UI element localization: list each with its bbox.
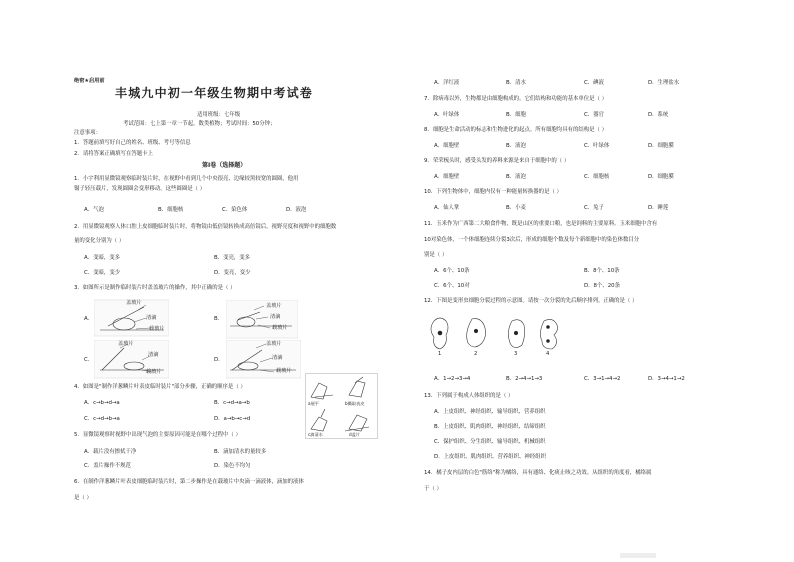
q3-d-water-label: 清滴 xyxy=(272,355,283,361)
q2-option-c[interactable]: C．变暗，变少 xyxy=(84,270,121,276)
q2-option-d[interactable]: D．变亮，变少 xyxy=(214,270,251,276)
page-title: 丰城九中初一年级生物期中考试卷 xyxy=(115,86,314,100)
q3-a-slide-label: 载玻片 xyxy=(149,326,165,332)
q3-figure-c xyxy=(94,340,169,380)
section-title: 第Ⅰ卷（选择题） xyxy=(202,162,247,169)
exam-scope: 考试范围：七上第一章一节起，数类植物；考试时间：50分钟； xyxy=(123,121,276,127)
q3-option-b[interactable]: B. xyxy=(214,316,220,322)
q3-option-a[interactable]: A. xyxy=(84,316,90,322)
q2-option-b[interactable]: B．变亮，变多 xyxy=(214,255,251,261)
q8-option-a[interactable]: A．细胞壁 xyxy=(434,143,460,149)
q12-option-b[interactable]: B．2→4→1→3 xyxy=(506,376,543,382)
q9-option-a[interactable]: A．细胞壁 xyxy=(434,174,460,180)
q4-caption-b: b撕取表皮 xyxy=(345,401,365,406)
q13-stem: 13．下列属于构成人体组织的是（ ） xyxy=(424,393,514,399)
q4-option-c[interactable]: C．c→d→b→a xyxy=(84,416,120,422)
q8-option-d[interactable]: D．细胞膜 xyxy=(648,143,674,149)
q3-a-water-label: 清滴 xyxy=(146,315,157,321)
q10-option-d[interactable]: D．睡莲 xyxy=(648,205,669,211)
q4-option-b[interactable]: B．c→d→a→b xyxy=(214,400,250,406)
q6-stem-line1: 6．在制作洋葱鳞片叶表皮细胞临时装片时，第二步操作是在载玻片中央滴一滴液体，滴加的液体 xyxy=(74,479,304,485)
q3-option-d[interactable]: D. xyxy=(214,357,220,363)
q13-option-b[interactable]: B．上皮组织、肌肉组织、神经组织、结缔组织 xyxy=(434,424,546,430)
q3-figure-a xyxy=(94,298,169,338)
q10-stem: 10．下列生物体中，细胞内仅有一种能量转换器的是（ ） xyxy=(424,189,562,195)
q11-stem-line3: 别是（ ） xyxy=(424,252,448,258)
q10-option-c[interactable]: C．兔子 xyxy=(584,205,604,211)
q11-option-b[interactable]: B．8个、10条 xyxy=(584,268,620,274)
q12-option-d[interactable]: D．3→4→1→2 xyxy=(648,376,685,382)
q7-option-c[interactable]: C．器官 xyxy=(584,112,604,118)
q4-caption-c: c滴清水 xyxy=(308,432,323,437)
q7-option-a[interactable]: A．叶绿体 xyxy=(434,112,460,118)
q2-option-a[interactable]: A．变暗，变多 xyxy=(84,255,121,261)
q7-stem: 7．除病毒以外，生物都是由细胞构成的，它们结构和功能的基本单位是（ ） xyxy=(424,96,608,102)
q8-stem: 8．细胞是生命活动的标志和生物进化的起点。所有细胞均具有的结构是（ ） xyxy=(424,127,608,133)
q4-caption-d: d盖片 xyxy=(349,432,361,437)
q3-figure-d xyxy=(226,340,301,380)
q3-stem: 3．如图所示是制作临时装片时盖盖玻片的操作，其中正确的是（ ） xyxy=(74,285,236,291)
q7-option-d[interactable]: D．系统 xyxy=(648,112,669,118)
note-2: 2．请将答案正确填写在答题卡上 xyxy=(74,151,153,157)
q3-option-c[interactable]: C. xyxy=(84,357,90,363)
q7-option-b[interactable]: B．细胞 xyxy=(506,112,526,118)
q1-stem-line2: 镊子轻压载片，发现圆圈会变形移动。这些圆圈是（ ） xyxy=(74,186,206,192)
page-scroll-marker xyxy=(620,553,656,558)
q3-c-slide-label: 载玻片 xyxy=(146,369,162,375)
q4-caption-a: a展平 xyxy=(308,401,319,406)
q2-stem-line1: 2．用显微镜观察人体口腔上皮细胞临时装片时，将物镜由低倍镜转换成高倍镜后，视野亮度和视野中的细胞数 xyxy=(74,224,337,230)
q5-option-c[interactable]: C．盖片操作不规范 xyxy=(84,463,131,469)
q3-b-slide-label: 载玻片 xyxy=(272,325,288,331)
q5-option-a[interactable]: A．载片没有擦拭干净 xyxy=(84,449,137,455)
q1-option-b[interactable]: B．细胞核 xyxy=(158,207,184,213)
q11-option-c[interactable]: C．6个、10对 xyxy=(434,283,470,289)
q12-option-a[interactable]: A．1→2→3→4 xyxy=(434,376,471,382)
q3-a-cover-label: 盖玻片 xyxy=(126,300,142,306)
q6-option-b[interactable]: B．清水 xyxy=(506,80,526,86)
q9-stem: 9．荣荣梳头时，感受头发的养料来源是来自于细胞中的（ ） xyxy=(424,158,570,164)
q2-stem-line2: 量的变化分别为（ ） xyxy=(74,238,125,244)
secret-label: 绝密★启用前 xyxy=(74,78,105,84)
q9-option-d[interactable]: D．细胞膜 xyxy=(648,174,674,180)
q1-option-a[interactable]: A．气泡 xyxy=(84,207,104,213)
q1-option-d[interactable]: D．液泡 xyxy=(286,207,307,213)
q6-option-d[interactable]: D．生理盐水 xyxy=(648,80,680,86)
q11-option-d[interactable]: D．8个、20条 xyxy=(584,283,621,289)
q3-b-water-label: 清滴 xyxy=(270,314,281,320)
q10-option-b[interactable]: B．小麦 xyxy=(506,205,526,211)
q4-figure xyxy=(305,373,378,439)
q5-stem: 5．显微镜观察时视野中出现气泡的主要原因可能是在哪个过程中（ ） xyxy=(74,432,241,438)
q14-stem-line2: 于（ ） xyxy=(424,486,442,492)
q3-d-slide-label: 载玻片 xyxy=(276,368,292,374)
note-1: 1．答题前填写好自己的姓名、班级、考号等信息 xyxy=(74,140,191,146)
q11-stem-line2: 10对染色体，一个体细胞连续分裂3次后，形成的细胞个数及每个新细胞中的染色体数目分 xyxy=(424,237,640,243)
q11-option-a[interactable]: A．6个、10条 xyxy=(434,268,470,274)
class-scope: 适用班级：七年级 xyxy=(197,112,241,118)
q6-stem-line2: 是（ ） xyxy=(74,495,92,501)
q6-option-a[interactable]: A．洋红液 xyxy=(434,80,460,86)
q3-figure-b xyxy=(226,300,298,340)
q12-fig-num-2: 2 xyxy=(474,351,478,357)
q11-stem-line1: 11．玉米作为广西第二大粮食作物，既是山区的重要口粮，也是饲料的主要原料。玉米细胞中含有 xyxy=(424,221,658,227)
q4-option-a[interactable]: A．c→b→d→a xyxy=(84,400,120,406)
q5-option-b[interactable]: B．滴加清水的量较多 xyxy=(214,449,267,455)
q12-stem: 12．下图是变形虫细胞分裂过程的示意图。请按一次分裂的先后顺序排列。正确的是（ ） xyxy=(424,298,638,304)
q4-stem: 4．如图是"制作洋葱鳞片叶表皮临时装片"部分步骤，正确的顺序是（ ） xyxy=(74,384,246,390)
q3-c-cover-label: 盖玻片 xyxy=(118,341,134,347)
q1-stem-line1: 1．小宇利用显微镜观察临时装片时，在视野中看到几个中央很亮、边缘较黑较宽的圆圈，他用 xyxy=(74,176,299,182)
q8-option-c[interactable]: C．叶绿体 xyxy=(584,143,610,149)
q8-option-b[interactable]: B．液泡 xyxy=(506,143,526,149)
q1-option-c[interactable]: C．染色体 xyxy=(222,207,248,213)
q12-option-c[interactable]: C．3→1→4→2 xyxy=(584,376,621,382)
q9-option-c[interactable]: C．细胞核 xyxy=(584,174,610,180)
q12-fig-num-4: 4 xyxy=(546,351,550,357)
q3-d-cover-label: 盖玻片 xyxy=(266,341,282,347)
q13-option-d[interactable]: D．上皮组织、肌肉组织、营养组织、神经组织 xyxy=(434,454,546,460)
notes-title: 注意事项： xyxy=(74,130,101,136)
q3-c-water-label: 清滴 xyxy=(148,352,159,358)
q6-option-c[interactable]: C．碘液 xyxy=(584,80,604,86)
q10-option-a[interactable]: A．仙人掌 xyxy=(434,205,460,211)
q9-option-b[interactable]: B．液泡 xyxy=(506,174,526,180)
q12-fig-num-3: 3 xyxy=(514,351,518,357)
q14-stem-line1: 14．橘子皮内层的白色"筋络"称为橘络，具有通络、化痰止咳之功效。从组织的角度看，橘络属 xyxy=(424,470,652,476)
q3-b-cover-label: 盖玻片 xyxy=(266,303,282,309)
q13-option-a[interactable]: A．上皮组织、神经组织、输导组织、营养组织 xyxy=(434,409,546,415)
q12-figure xyxy=(426,313,569,365)
q5-option-d[interactable]: D．染色不均匀 xyxy=(214,463,251,469)
q13-option-c[interactable]: C．保护组织、分生组织、输导组织、机械组织 xyxy=(434,439,546,445)
q12-fig-num-1: 1 xyxy=(438,351,442,357)
q4-option-d[interactable]: D．a→b→c→d xyxy=(214,416,251,422)
